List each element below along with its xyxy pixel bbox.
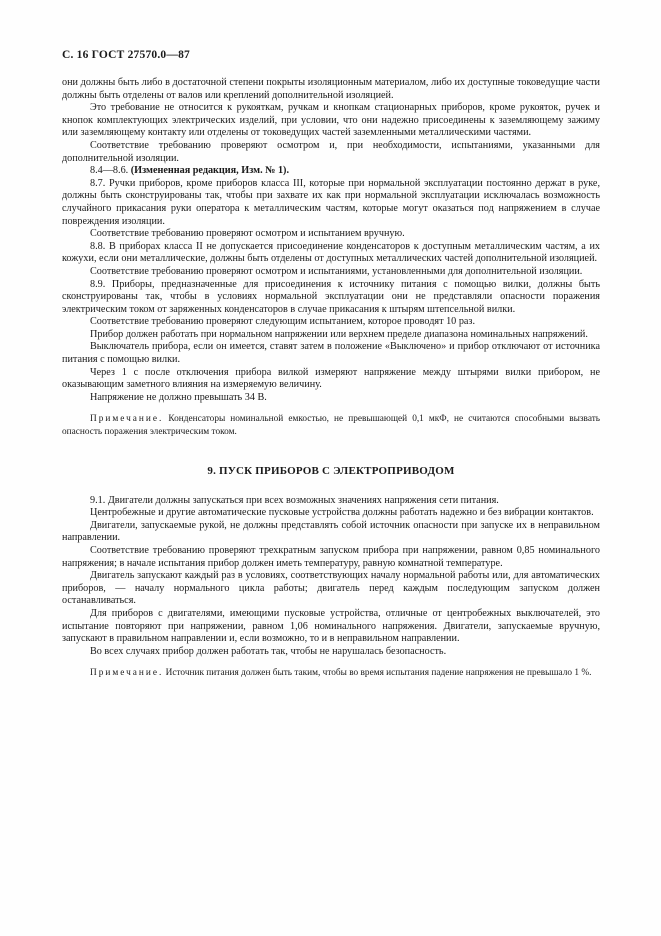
paragraph: Соответствие требованию проверяют трехкратным запуском прибора при напряжении, равном 0,85 номинального напряжения; в начале испытания прибор должен иметь температуру, равную комнатной температуре.: [62, 545, 600, 569]
paragraph: Напряжение не должно превышать 34 В.: [90, 391, 267, 403]
paragraph: 8.9. Приборы, предназначенные для присоединения к источнику питания с помощью вилки, должны быть сконструированы так, чтобы в условиях нормальной эксплуатации они не представляли опасности поражения электрическим током от заряженных конденсаторов в случае прикасания к штырям штепсельной вилки.: [62, 278, 600, 315]
page-header: С. 16 ГОСТ 27570.0—87: [62, 49, 190, 61]
paragraph: Во всех случаях прибор должен работать так, чтобы не нарушалась безопасность.: [90, 645, 447, 657]
paragraph: Двигатель запускают каждый раз в условиях, соответствующих началу нормальной работы или, для автоматических приборов, — началу нормального цикла работы; двигатель перед каждым последующим запуском должен останавливаться.: [62, 570, 600, 607]
paragraph: Центробежные и другие автоматические пусковые устройства должны работать надежно и без вибрации контактов.: [90, 507, 594, 519]
paragraph: 8.7. Ручки приборов, кроме приборов класса III, которые при нормальной эксплуатации постоянно держат в руке, должны быть сконструированы так, чтобы при захвате их как при нормальной эксплуатации исключалась возможность случайного прикасания руки оператора к металлическим частям, которые могут оказаться под напряжением в случае повреждения изоляции.: [62, 177, 600, 227]
paragraph: они должны быть либо в достаточной степени покрыты изоляционным материалом, либо их доступные токоведущие части должны быть отделены от валов или креплений дополнительной изоляцией.: [62, 77, 600, 101]
paragraph: Прибор должен работать при нормальном напряжении или верхнем пределе диапазона номинальных напряжений.: [90, 328, 588, 340]
clause-number: 8.4—8.6.: [90, 165, 129, 177]
paragraph: Это требование не относится к рукояткам, ручкам и кнопкам стационарных приборов, кроме рукояток, ручек и кнопок комплектующих электрических изделий, при условии, что они надежно присоединены к заземляющему зажиму или заземляющему контакту или отделены от токоведущих частей заземленными металлическими частями.: [62, 102, 600, 139]
paragraph: Соответствие требованию проверяют осмотром и испытаниями, установленными для дополнительной изоляции.: [90, 265, 583, 277]
amendment-label: (Измененная редакция, Изм. № 1).: [130, 165, 289, 177]
note: [62, 667, 600, 680]
paragraph: 9.1. Двигатели должны запускаться при всех возможных значениях напряжения сети питания.: [90, 494, 499, 506]
paragraph: Двигатели, запускаемые рукой, не должны представлять собой источник опасности при запуске их в неправильном направлении.: [62, 519, 600, 544]
paragraph: Выключатель прибора, если он имеется, ставят затем в положение «Выключено» и прибор отключают от источника питания с помощью вилки.: [62, 341, 600, 366]
note: [62, 413, 600, 438]
note-text: Источник питания должен быть таким, чтобы во время испытания падение напряжения не превышало 1 %.: [165, 668, 592, 679]
note-text: Конденсаторы номинальной емкостью, не превышающей 0,1 мкФ, не считаются способными вызвать опасность поражения электрическим током.: [62, 414, 601, 438]
note-label: Примечание.: [90, 668, 164, 679]
paragraph: Для приборов с двигателями, имеющими пусковые устройства, отличные от центробежных выключателей, это испытание повторяют при напряжении, равном 1,06 номинального напряжения. Двигатели, запускаемые вручную, запускают в правильном направлении и, если возможно, то и в неправильном направлении.: [62, 607, 600, 645]
paragraph: Соответствие требованию проверяют следующим испытанием, которое проводят 10 раз.: [90, 316, 476, 328]
paragraph: Через 1 с после отключения прибора вилкой измеряют напряжение между штырями вилки прибором, не оказывающим заметного влияния на измеряемую величину.: [62, 366, 600, 391]
paragraph: Соответствие требованию проверяют осмотром и испытанием вручную.: [90, 228, 405, 240]
page-body: [62, 77, 600, 680]
note-label: Примечание.: [90, 414, 164, 425]
section-title: 9. ПУСК ПРИБОРОВ С ЭЛЕКТРОПРИВОДОМ: [207, 464, 455, 477]
amendment-note: [62, 165, 600, 178]
paragraph: 8.8. В приборах класса II не допускается присоединение конденсаторов к доступным металлическим частям, а их кожухи, если они металлические, должны быть отделены от доступных металлических частей дополнительной изоляцией.: [62, 240, 600, 265]
paragraph: Соответствие требованию проверяют осмотром и, при необходимости, испытаниями, указанными для дополнительной изоляции.: [62, 139, 600, 164]
